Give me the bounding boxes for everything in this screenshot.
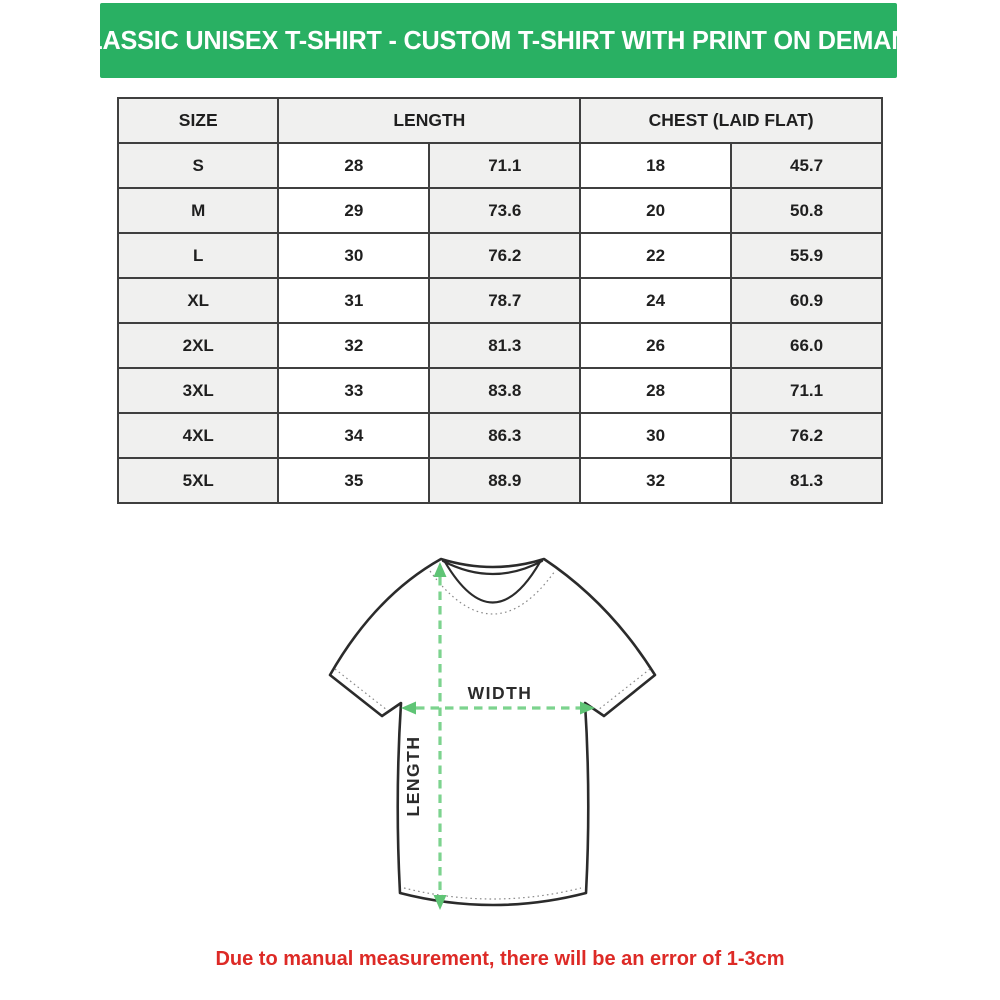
table-row (118, 413, 882, 458)
cell-size: S (118, 143, 278, 188)
cell-length-cm: 76.2 (429, 233, 580, 278)
cell-chest-cm: 50.8 (731, 188, 882, 233)
width-label: WIDTH (467, 683, 533, 703)
cell-length-in: 29 (278, 188, 429, 233)
table-row (118, 458, 882, 503)
table-row (118, 143, 882, 188)
table-row (118, 323, 882, 368)
cell-length-in: 28 (278, 143, 429, 188)
cell-chest-cm: 76.2 (731, 413, 882, 458)
page-title: CLASSIC UNISEX T-SHIRT - CUSTOM T-SHIRT WITH PRINT ON DEMAND (69, 25, 928, 55)
cell-chest-cm: 66.0 (731, 323, 882, 368)
cell-size: 2XL (118, 323, 278, 368)
cell-length-cm: 81.3 (429, 323, 580, 368)
table-row (118, 233, 882, 278)
cell-length-in: 35 (278, 458, 429, 503)
table-row (118, 188, 882, 233)
table-row (118, 368, 882, 413)
length-label: LENGTH (403, 735, 423, 817)
cell-length-cm: 83.8 (429, 368, 580, 413)
cell-length-in: 30 (278, 233, 429, 278)
cell-chest-in: 28 (580, 368, 731, 413)
cell-length-in: 32 (278, 323, 429, 368)
cell-chest-in: 26 (580, 323, 731, 368)
size-table (117, 97, 883, 504)
cell-size: 4XL (118, 413, 278, 458)
cell-length-in: 33 (278, 368, 429, 413)
tshirt-outline-shape (330, 559, 655, 905)
cell-size: 3XL (118, 368, 278, 413)
table-header-row (118, 98, 882, 143)
cell-length-cm: 88.9 (429, 458, 580, 503)
cell-size: XL (118, 278, 278, 323)
cell-chest-cm: 71.1 (731, 368, 882, 413)
cell-size: M (118, 188, 278, 233)
cell-chest-in: 30 (580, 413, 731, 458)
cell-length-cm: 71.1 (429, 143, 580, 188)
title-banner (69, 3, 928, 78)
cell-length-in: 31 (278, 278, 429, 323)
header-size: SIZE (118, 98, 278, 143)
cell-chest-in: 24 (580, 278, 731, 323)
cell-length-cm: 78.7 (429, 278, 580, 323)
cell-chest-in: 22 (580, 233, 731, 278)
cell-chest-cm: 45.7 (731, 143, 882, 188)
cell-length-cm: 73.6 (429, 188, 580, 233)
tshirt-diagram (318, 551, 682, 943)
cell-chest-in: 18 (580, 143, 731, 188)
cell-chest-in: 20 (580, 188, 731, 233)
cell-chest-cm: 81.3 (731, 458, 882, 503)
cell-size: L (118, 233, 278, 278)
header-length: LENGTH (278, 98, 580, 143)
cell-chest-cm: 60.9 (731, 278, 882, 323)
cell-size: 5XL (118, 458, 278, 503)
cell-chest-in: 32 (580, 458, 731, 503)
table-row (118, 278, 882, 323)
cell-length-cm: 86.3 (429, 413, 580, 458)
cell-length-in: 34 (278, 413, 429, 458)
header-chest: CHEST (LAID FLAT) (580, 98, 882, 143)
measurement-note: Due to manual measurement, there will be an error of 1-3cm (215, 948, 785, 970)
cell-chest-cm: 55.9 (731, 233, 882, 278)
